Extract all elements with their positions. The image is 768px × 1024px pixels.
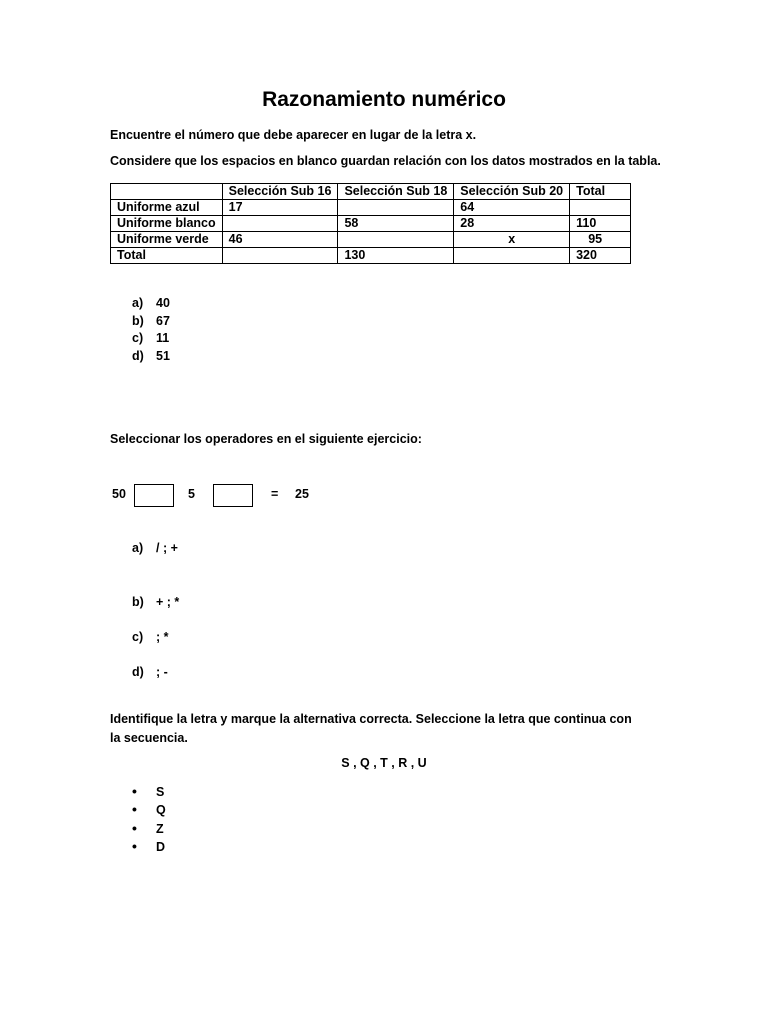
answer-option-b[interactable] [132,595,179,609]
question3-options [132,782,166,855]
table-header-cell: Total [570,184,631,200]
answer-option-c[interactable] [132,630,169,644]
table-cell [570,200,631,216]
table-cell [338,232,454,248]
operator-equation [0,484,768,508]
table-cell: 95 [570,232,631,248]
table-row [111,200,631,216]
bullet-icon: • [132,783,137,799]
option-text: Z [156,821,164,836]
table-header-row [111,184,631,200]
option-text: ; - [156,665,168,679]
option-text: 11 [156,331,170,345]
table-cell-unknown-x: x [454,232,570,248]
uniform-table [110,183,631,264]
table-cell: 64 [454,200,570,216]
table-header-cell: Selección Sub 18 [338,184,454,200]
table-cell [338,200,454,216]
table-header-cell [111,184,223,200]
option-text: S [156,785,165,799]
option-label: a) [132,296,144,310]
bullet-icon: • [132,819,137,836]
table-cell: Uniforme blanco [111,216,223,232]
option-label: d) [132,665,144,679]
option-text: 67 [156,313,170,328]
option-text: Q [156,803,166,818]
table-header-cell: Selección Sub 16 [222,184,338,200]
operand-second: 5 [188,487,195,501]
letter-sequence: S , Q , T , R , U [341,756,427,770]
answer-option-b[interactable] [132,313,170,331]
answer-option-d[interactable] [132,665,168,679]
instruction-find-x: Encuentre el número que debe aparecer en lugar de la letra x. [110,128,477,142]
table-cell: 28 [454,216,570,232]
option-text: + ; * [156,595,180,609]
table-cell [222,216,338,232]
equals-sign: = [271,487,279,501]
option-text: / ; + [156,541,178,555]
answer-option-z[interactable] [132,819,166,837]
table-cell: 320 [570,248,631,264]
option-text: 51 [156,348,170,363]
table-cell [222,248,338,264]
table-row [111,248,631,264]
answer-option-a[interactable] [132,541,178,555]
instruction-table-relation: Considere que los espacios en blanco guardan relación con los datos mostrados en la tabla. [110,154,661,168]
table-row [111,216,631,232]
bullet-icon: • [132,837,137,854]
table-header-cell: Selección Sub 20 [454,184,570,200]
operator-blank-2[interactable] [213,484,253,507]
option-text: D [156,839,166,854]
option-label: b) [132,313,144,328]
instruction-operators: Seleccionar los operadores en el siguiente ejercicio: [110,432,422,446]
answer-option-d[interactable] [132,348,170,366]
answer-option-d[interactable] [132,837,166,855]
answer-option-s[interactable] [132,782,166,800]
option-label: c) [132,630,144,644]
table-cell: 110 [570,216,631,232]
option-label: d) [132,348,144,363]
option-label: b) [132,595,144,609]
question1-options [132,295,170,365]
option-label: c) [132,331,144,345]
bullet-icon: • [132,801,137,818]
table-cell: 46 [222,232,338,248]
table-cell [454,248,570,264]
answer-option-q[interactable] [132,800,166,818]
answer-option-c[interactable] [132,330,170,348]
table-cell: 58 [338,216,454,232]
answer-option-a[interactable] [132,295,170,313]
table-cell: 130 [338,248,454,264]
option-label: a) [132,541,144,555]
option-text: ; * [156,630,169,644]
table-cell: Uniforme azul [111,200,223,216]
table-cell: Total [111,248,223,264]
operator-blank-1[interactable] [134,484,174,507]
instruction-sequence: Identifique la letra y marque la alternativa correcta. Seleccione la letra que continua con la secuencia. [110,712,632,745]
operand-first: 50 [112,487,126,501]
table-cell: 17 [222,200,338,216]
table-cell: Uniforme verde [111,232,223,248]
table-row [111,232,631,248]
page-title: Razonamiento numérico [262,88,506,111]
option-text: 40 [156,296,170,310]
equation-result: 25 [295,487,309,501]
